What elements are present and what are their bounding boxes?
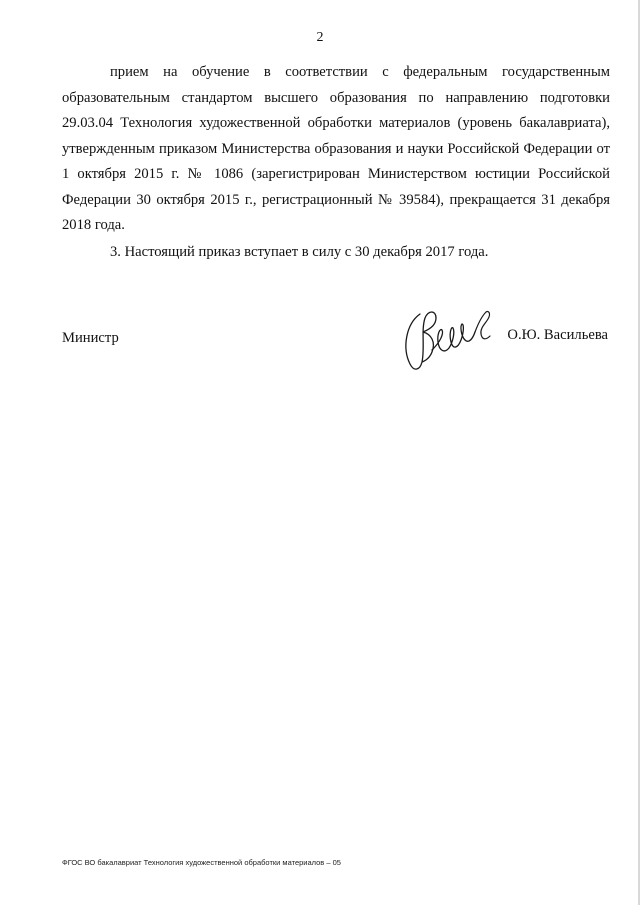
signature-block xyxy=(62,300,610,390)
signer-title: Министр xyxy=(62,330,119,346)
footer-note: ФГОС ВО бакалавриат Технология художественной обработки материалов – 05 xyxy=(62,858,341,867)
signer-name: О.Ю. Васильева xyxy=(507,327,608,343)
paragraph-termination: прием на обучение в соответствии с федеральным государственным образовательным стандартом высшего образования по направлению подготовки 29.03.04 Технология художественной обработки материалов (уровень бакалавриата), утвержденным приказом Министерства образования и науки Российской Федерации от 1 октября 2015 г. № 1086 (зарегистрирован Министерством юстиции Российской Федерации 30 октября 2015 г., регистрационный № 39584), прекращается 31 декабря 2018 года. xyxy=(62,64,610,233)
handwritten-signature xyxy=(398,304,498,376)
page-number: 2 xyxy=(316,30,324,45)
document-body xyxy=(62,60,610,265)
paragraph-effective-date: 3. Настоящий приказ вступает в силу с 30 декабря 2017 года. xyxy=(110,243,489,260)
